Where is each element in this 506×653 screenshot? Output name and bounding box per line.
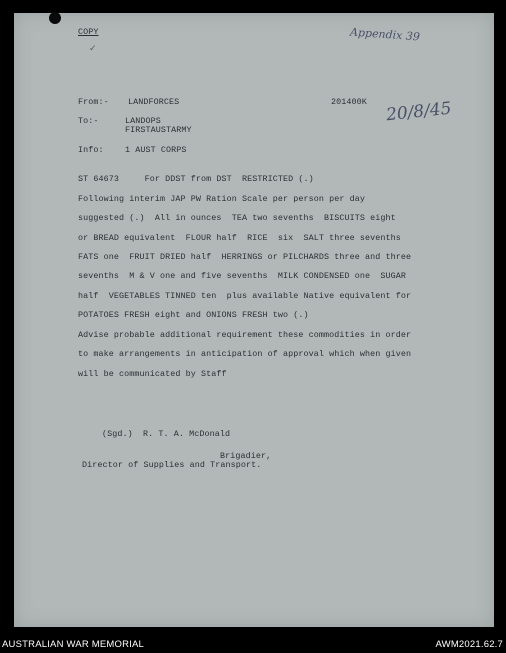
from-label: From:- xyxy=(78,97,109,107)
signature-title: Director of Supplies and Transport. xyxy=(82,460,262,470)
message-line: suggested (.) All in ounces TEA two sevenths BISCUITS eight xyxy=(78,213,396,223)
footer-accession-number: AWM2021.62.7 xyxy=(435,639,503,650)
punch-hole xyxy=(49,12,61,24)
message-line: sevenths M & V one and five sevenths MILK CONDENSED one SUGAR xyxy=(78,271,407,281)
to-value-line2: FIRSTAUSTARMY xyxy=(125,125,192,135)
footer-institution: AUSTRALIAN WAR MEMORIAL xyxy=(2,639,145,650)
message-line: Advise probable additional requirement these commodities in order xyxy=(78,330,412,340)
date-time-group: 201400K xyxy=(331,97,367,107)
to-value-line1: LANDOPS xyxy=(125,116,161,126)
handwritten-date: 20/8/45 xyxy=(385,98,453,126)
message-line: or BREAD equivalent FLOUR half RICE six SALT three sevenths xyxy=(78,233,401,243)
message-line: FATS one FRUIT DRIED half HERRINGS or PILCHARDS three and three xyxy=(78,252,412,262)
message-line: half VEGETABLES TINNED ten plus available Native equivalent for xyxy=(78,291,412,301)
message-line: POTATOES FRESH eight and ONIONS FRESH two (.) xyxy=(78,310,309,320)
message-line: to make arrangements in anticipation of approval which when given xyxy=(78,349,412,359)
info-label: Info: xyxy=(78,145,104,155)
message-line: Following interim JAP PW Ration Scale per person per day xyxy=(78,194,366,204)
signature-rank: Brigadier, xyxy=(220,451,272,461)
message-line: will be communicated by Staff xyxy=(78,369,227,379)
to-label: To:- xyxy=(78,116,99,126)
signature-sgd: (Sgd.) R. T. A. McDonald xyxy=(102,429,231,439)
handwritten-appendix-note: Appendix 39 xyxy=(349,25,421,44)
info-value: 1 AUST CORPS xyxy=(125,145,187,155)
tick-mark: ✓ xyxy=(89,44,97,54)
from-value: LANDFORCES xyxy=(128,97,180,107)
message-line: ST 64673 For DDST from DST RESTRICTED (.) xyxy=(78,174,314,184)
copy-label: COPY xyxy=(78,27,99,37)
